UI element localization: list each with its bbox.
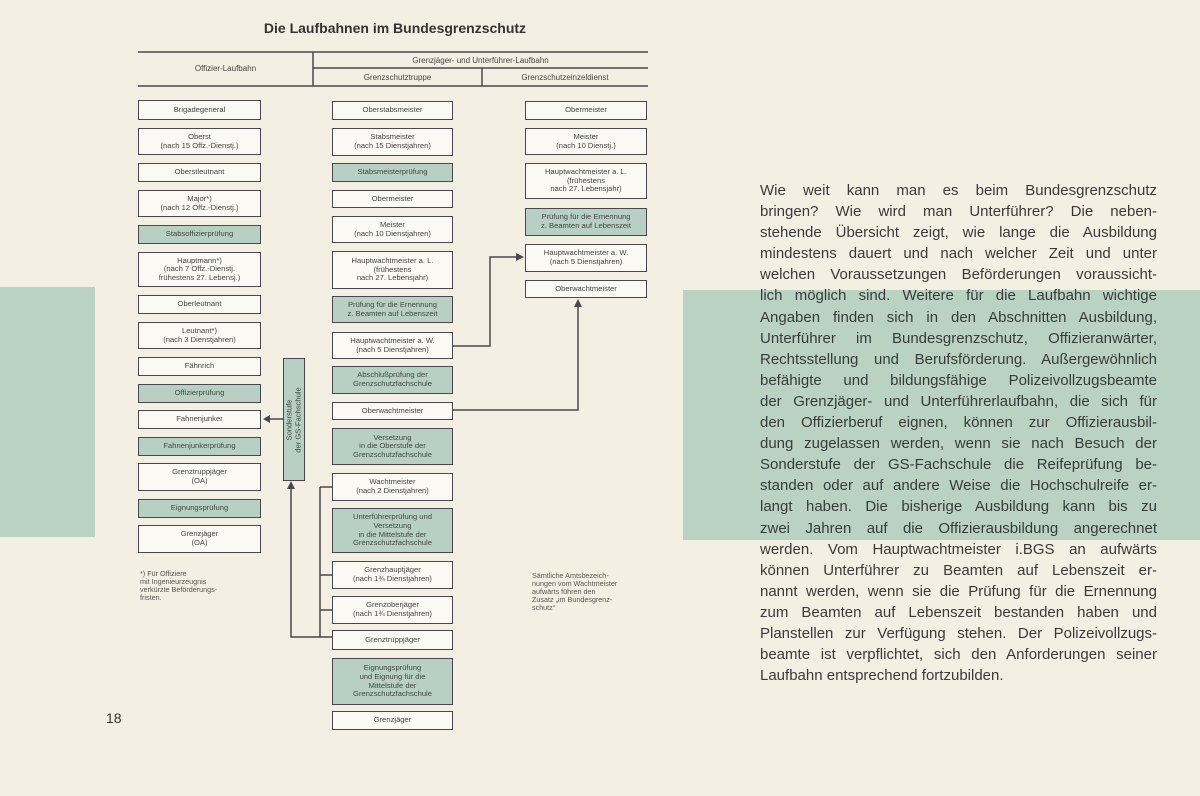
body-text-line: stehende Übersicht zeigt, wie lange die Ausbildung [760, 224, 1157, 242]
rank-box: Oberst (nach 15 Offz.-Dienstj.) [138, 128, 261, 155]
rank-box: Oberstabsmeister [332, 101, 453, 120]
header-border-troop: Grenzschutztruppe [363, 73, 432, 82]
rank-box: Wachtmeister (nach 2 Dienstjahren) [332, 473, 453, 501]
body-text-line: dung zugelassen werden, wenn sie nach Besuch der [760, 435, 1157, 453]
rank-box: Grenztruppjäger [332, 630, 453, 650]
rank-box: Hauptmann*) (nach 7 Offz.-Dienstj. frühestens 27. Lebensj.) [138, 252, 261, 287]
exam-box: Stabsmeisterprüfung [332, 163, 453, 182]
rank-box: Fähnrich [138, 357, 261, 376]
body-text-line: beamte ist verpflichtet, sich den Anforderungen seiner [760, 646, 1157, 664]
exam-box: Versetzung in die Oberstufe der Grenzschutzfachschule [332, 428, 453, 465]
exam-box: Prüfung für die Ernennung z. Beamten auf Lebenszeit [525, 208, 647, 236]
rank-box: Stabsmeister (nach 15 Dienstjahren) [332, 128, 453, 156]
rank-box: Grenzoberjäger (nach 1¾ Dienstjahren) [332, 596, 453, 624]
exam-box: Unterführerprüfung und Versetzung in die Mittelstufe der Grenzschutzfachschule [332, 508, 453, 553]
exam-box: Eignungsprüfung [138, 499, 261, 518]
rank-box: Oberstleutnant [138, 163, 261, 182]
rank-box: Grenzhauptjäger (nach 1¾ Dienstjahren) [332, 561, 453, 589]
rank-box: Oberleutnant [138, 295, 261, 314]
body-text-line: werden. Vom Hauptwachtmeister i.BGS an aufwärts [760, 540, 1157, 558]
title-note: Sämtliche Amtsbezeich- nungen vom Wachtmeister aufwärts führen den Zusatz „im Bundesgrenz- schutz“ [532, 571, 618, 612]
special-school-label: Sonderstufe der GS-Fachschule [284, 386, 302, 453]
officer-footnote: *) Für Offiziere mit Ingenieurzeugnis verkürzte Beförderungs- fristen. [140, 569, 218, 602]
body-text-line: der Grenzjäger- und Unterführerlaufbahn, die sich für [760, 392, 1157, 410]
rank-box: Oberwachtmeister [332, 402, 453, 420]
body-text-line: können Unterführer zu Beamten auf Lebenszeit er- [760, 561, 1157, 579]
header-single-service: Grenzschutzeinzeldienst [521, 73, 609, 82]
exam-box: Prüfung für die Ernennung z. Beamten auf Lebenszeit [332, 296, 453, 323]
header-nco-career: Grenzjäger- und Unterführer-Laufbahn [412, 56, 549, 65]
rank-box: Obermeister [332, 190, 453, 208]
exam-box: Stabsoffizierprüfung [138, 225, 261, 244]
rank-box: Grenzjäger (OA) [138, 525, 261, 553]
body-text-line: Angaben finden sich in den Abschnitten Ausbildung, [760, 308, 1157, 326]
body-text-line: zwei Jahren auf die Offizierausbildung angerechnet [760, 519, 1157, 537]
exam-box: Offizierprüfung [138, 384, 261, 403]
body-text-line: den Offizierberuf eignen, können zur Offizierausbil- [760, 414, 1157, 432]
body-text-line: bringen? Wie wird man Unterführer? Die neben- [760, 203, 1157, 221]
diagram-title: Die Laufbahnen im Bundesgrenzschutz [263, 20, 527, 36]
exam-box: Eignungsprüfung und Eignung für die Mittelstufe der Grenzschutzfachschule [332, 658, 453, 705]
rank-box: Obermeister [525, 101, 647, 120]
rank-box: Brigadegeneral [138, 100, 261, 120]
body-text-line: Wie weit kann man es beim Bundesgrenzschutz [760, 182, 1157, 199]
rank-box: Hauptwachtmeister a. W. (nach 5 Dienstjahren) [332, 332, 453, 359]
rank-box: Hauptwachtmeister a. L. (frühestens nach 27. Lebensjahr) [525, 163, 647, 199]
body-text-line: befähigte und bildungsfähige Polizeivollzugsbeamte [760, 371, 1157, 389]
exam-box: Fahnenjunkerprüfung [138, 437, 261, 456]
body-text-line: Planstellen zur Verfügung stehen. Der Polizeivollzugs- [760, 624, 1157, 642]
rank-box: Oberwachtmeister [525, 280, 647, 298]
rank-box: Grenzjäger [332, 711, 453, 730]
header-officer-career: Offizier-Laufbahn [194, 64, 257, 73]
rank-box: Hauptwachtmeister a. L. (frühestens nach 27. Lebensjahr) [332, 251, 453, 289]
special-school-box [283, 358, 305, 481]
rank-box: Leutnant*) (nach 3 Dienstjahren) [138, 322, 261, 349]
rank-box: Hauptwachtmeister a. W. (nach 5 Dienstjahren) [525, 244, 647, 272]
body-text [760, 180, 1157, 686]
body-text-line: Sonderstufe der GS-Fachschule die Reifeprüfung be- [760, 456, 1157, 474]
body-text-line: langt haben. Die bisherige Ausbildung kann bis zu [760, 498, 1157, 516]
body-text-line: nannt werden, wenn sie die Prüfung für die Ernennung [760, 582, 1157, 600]
body-text-line: mindestens dauert und nach welcher Zeit und unter [760, 245, 1157, 263]
rank-box: Major*) (nach 12 Offz.-Dienstj.) [138, 190, 261, 217]
body-text-line: Rechtsstellung und Berufsförderung. Außergewöhnlich [760, 350, 1157, 368]
rank-box: Grenztruppjäger (OA) [138, 463, 261, 491]
page-number: 18 [106, 710, 122, 726]
body-text-line: Unterführer im Bundesgrenzschutz, Offizieranwärter, [760, 329, 1157, 347]
rank-box: Meister (nach 10 Dienstj.) [525, 128, 647, 155]
body-text-line: zum Beamten auf Lebenszeit bestanden haben und [760, 603, 1157, 621]
rank-box: Fahnenjunker [138, 410, 261, 429]
body-text-line: Laufbahn entsprechend fortzubilden. [760, 667, 1004, 685]
body-text-line: standen oder auf andere Weise die Hochschulreife er- [760, 477, 1157, 495]
rank-box: Meister (nach 10 Dienstjahren) [332, 216, 453, 243]
body-text-line: welchen Voraussetzungen Beförderungen voraussicht- [760, 266, 1157, 284]
exam-box: Abschlußprüfung der Grenzschutzfachschule [332, 366, 453, 394]
body-text-line: lich möglich sind. Weitere für die Laufbahn wichtige [760, 287, 1157, 305]
